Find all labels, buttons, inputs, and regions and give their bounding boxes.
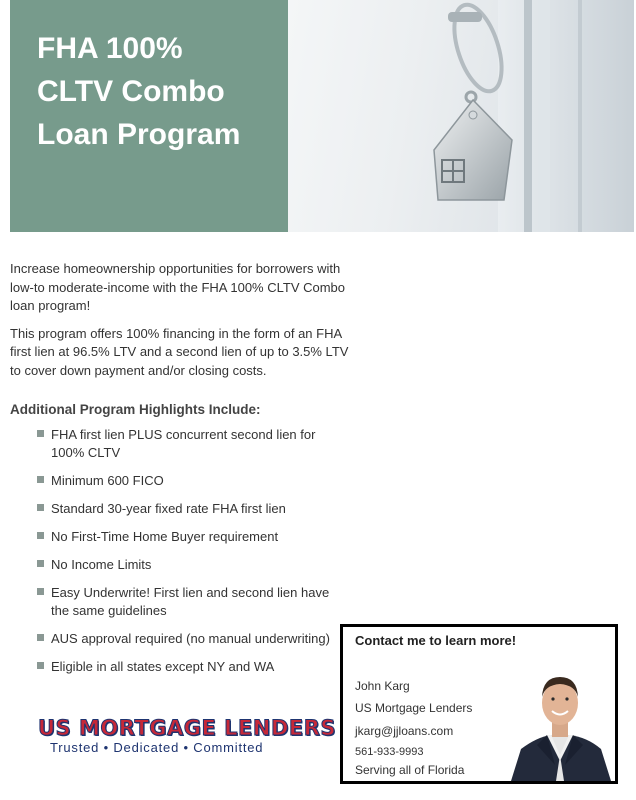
intro-paragraph: Increase homeownership opportunities for borrowers with low-to moderate-income with the FHA 100% CLTV Combo loan program! — [10, 261, 346, 313]
hero-banner — [10, 0, 634, 232]
highlights-heading: Additional Program Highlights Include: — [10, 402, 261, 417]
title-line-1: FHA 100% — [37, 32, 183, 65]
list-item-text: Standard 30-year fixed rate FHA first lien — [51, 501, 286, 516]
contact-company: US Mortgage Lenders — [355, 701, 473, 715]
company-logo — [38, 716, 337, 756]
title-line-3: Loan Program — [37, 118, 241, 151]
title-line-2: CLTV Combo — [37, 75, 225, 108]
square-bullet-icon — [37, 588, 44, 595]
contact-service-area: Serving all of Florida — [355, 763, 465, 777]
list-item — [37, 472, 337, 490]
hero-title-panel — [10, 0, 288, 232]
square-bullet-icon — [37, 476, 44, 483]
intro-section — [10, 260, 350, 389]
square-bullet-icon — [37, 634, 44, 641]
contact-name: John Karg — [355, 679, 410, 693]
intro-paragraph: This program offers 100% financing in the form of an FHA first lien at 96.5% LTV and a second lien of up to 3.5% LTV to cover down payment and/or closing costs. — [10, 325, 349, 378]
square-bullet-icon — [37, 504, 44, 511]
list-item — [37, 500, 337, 518]
list-item-text: FHA first lien PLUS concurrent second lien for 100% CLTV — [51, 427, 316, 460]
list-item — [37, 658, 337, 676]
hero-photo-house-key — [288, 0, 634, 232]
logo-tagline: Trusted • Dedicated • Committed — [50, 740, 264, 755]
list-item-text: No Income Limits — [51, 557, 152, 572]
contact-phone[interactable]: 561-933-9993 — [355, 746, 424, 758]
page-title — [37, 27, 287, 156]
list-item — [37, 556, 337, 574]
contact-heading: Contact me to learn more! — [355, 633, 517, 648]
logo-wordmark: US MORTGAGE LENDERS — [38, 716, 337, 740]
highlights-list — [37, 426, 337, 686]
list-item — [37, 584, 337, 620]
square-bullet-icon — [37, 560, 44, 567]
list-item-text: AUS approval required (no manual underwriting) — [51, 631, 330, 646]
list-item — [37, 426, 337, 462]
square-bullet-icon — [37, 430, 44, 437]
list-item — [37, 528, 337, 546]
list-item-text: No First-Time Home Buyer requirement — [51, 529, 279, 544]
square-bullet-icon — [37, 662, 44, 669]
square-bullet-icon — [37, 532, 44, 539]
avatar — [507, 665, 613, 781]
list-item-text: Easy Underwrite! First lien and second lien have the same guidelines — [51, 585, 330, 618]
contact-card — [340, 624, 618, 784]
list-item-text: Eligible in all states except NY and WA — [51, 659, 275, 674]
list-item-text: Minimum 600 FICO — [51, 473, 164, 488]
list-item — [37, 630, 337, 648]
contact-email-link[interactable]: jkarg@jjloans.com — [355, 724, 454, 738]
